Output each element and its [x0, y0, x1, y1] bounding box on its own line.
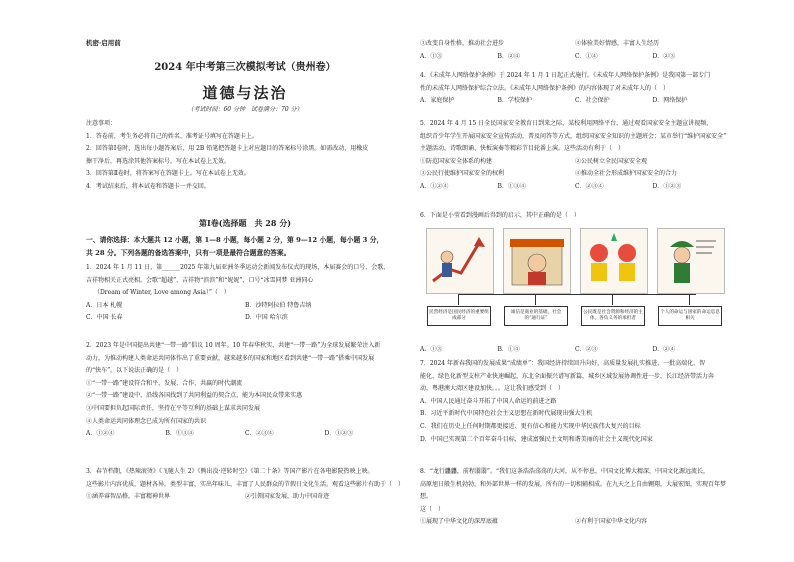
q5-option-d[interactable]: D．①②③ [652, 182, 682, 190]
q5-option-b[interactable]: B．①③④ [497, 182, 526, 190]
q3-option-a[interactable]: A．①③ [420, 52, 443, 60]
section-instructions [86, 234, 404, 259]
q8-stem: 高原旭日般生机勃勃，和外部世界一样的发展，所有的一切相辅相成。在九天之上自由翱翔，大展宏图，实现百年梦想。 [420, 480, 727, 501]
q7-option-a[interactable]: A．中国人民通过奋斗开拓了中国人命运的前进之路 [420, 397, 557, 405]
q1-stem: 1．2024 年 1 月 11 日，第______2025 年第九届亚洲冬季运动会新闻发布仪式的现场，本届赛会的口号、会歌、 [86, 264, 390, 271]
q1-stem: 吉祥物相关正式亮相。会歌“超越”、吉祥物“滨滨”和“妮妮”、口号“冰雪同梦 亚洲同心 [86, 276, 314, 284]
connector-line [458, 294, 696, 295]
question-2 [86, 340, 404, 441]
q5-stem: 组织青少年学生开展国家安全宣传活动，普及问答等方式，组织国家安全知识的主题班会；某市举行“维护国家安全” [420, 132, 727, 140]
q3-option-3[interactable]: ③改变自身性格，推动社会进步 [420, 40, 505, 47]
q6-option-d[interactable]: D．②④ [652, 346, 676, 353]
q4-stem: 4．《未成年人网络保护条例》于 2024 年 1 月 1 日起正式施行。《未成年人网络保护条例》是我国第一部专门 [420, 72, 711, 79]
q3-option-b[interactable]: B．②④ [497, 52, 520, 60]
q2-option-c[interactable]: C．②③④ [245, 430, 274, 438]
connector-line [535, 294, 536, 305]
connector-line [689, 294, 690, 305]
section-line: 共 28 分。下列各题的备选答案中，只有一项是最符合题意的答案。 [86, 248, 291, 257]
soldier-illustration [658, 229, 724, 293]
note-item: 3．回答第Ⅱ卷时，将答案写在答题卡上。写在本试卷上无效。 [86, 170, 250, 178]
caption-box-1: 民营经济是国民经济的重要组成部分 [427, 306, 491, 326]
q5-item-4: ④推动全社会形成维护国家安全的合力 [575, 170, 678, 178]
question-4 [420, 70, 730, 108]
q3-stem: 这些影片内容优质，题材各异，类型丰富，实出年味儿，丰富了人民群众的节假日文化生活。观看这些影片有助于（ ） [86, 480, 404, 488]
q3-option-1[interactable]: ①涵养睿智品格，丰富精神世界 [86, 493, 171, 501]
cartoon-panel-1 [426, 228, 494, 294]
q5-stem: 主题活动，诗歌朗诵、快板演奏等精彩节目轮番上演。这些活动有利于（ ） [420, 145, 625, 153]
question-6 [420, 210, 730, 223]
note-item: 4．考试结束后，将本试卷和答题卡一并交回。 [86, 182, 210, 190]
q6-cartoon [426, 228, 726, 346]
q1-option-d[interactable]: D．中国 哈尔滨 [245, 314, 288, 322]
q5-item-3: ③公民行使维护国家安全的权利 [420, 170, 505, 178]
question-3 [86, 466, 404, 504]
q4-option-b[interactable]: B．学校保护 [497, 97, 532, 105]
question-1 [86, 262, 404, 325]
section-line: 一、请你选择：本大题共 12 小题，第 1—8 小题，每小题 2 分，第 9—12 小题，每小题 3 分， [86, 236, 384, 244]
q5-item-1: ①防范国家安全体系的构建 [420, 157, 493, 165]
q6-option-b[interactable]: B．①④ [497, 346, 520, 353]
q2-stem: 动力，为推动构建人类命运共同体作出了重要贡献，越来越多的国家和地区看到共建“一带一路”搭乘中国发展 [86, 354, 375, 362]
q5-item-2: ②公民树立全民国家安全观 [575, 157, 648, 165]
right-column [420, 0, 730, 562]
cartoon-panel-2 [503, 228, 571, 294]
question-8 [420, 466, 730, 529]
q2-item: ②“一带一路”建设中，沿线各国找到了共同利益的契合点，能为本国民众带来实惠 [86, 392, 303, 400]
cartoon-panel-4 [657, 228, 725, 294]
notes-title: 注意事项： [86, 120, 117, 127]
exam-info: （考试时间：60 分钟 试卷满分：70 分） [187, 106, 303, 113]
shop-illustration [504, 229, 570, 293]
q7-stem: 能化、绿色化新型支柱产业快速崛起，东北全面振兴谱写新篇，城乡区域发展协调性进一步，长江经济带活力奔 [420, 372, 715, 380]
q6-stem: 6．下面是小莹看到漫画后得到的启示，其中正确的是（ ） [420, 212, 580, 219]
q3-stem: 3．春节档期，《热辣滚烫》《飞驰人生 2》《熊出没·逆转时空》《第二十条》等国产影片在各电影院热映上映。 [86, 468, 374, 475]
notes [86, 118, 404, 194]
q3-option-d[interactable]: D．②③ [652, 52, 676, 60]
q7-stem: 7．2024 年新春我国的发展成果“成绩单”：我国经济持续回升向好，高质量发展扎实推进，一批高端化、智 [420, 360, 706, 367]
q2-option-a[interactable]: A．①②④ [86, 430, 115, 438]
q6-option-c[interactable]: C．②③ [575, 346, 598, 353]
q2-item: ④人类命运共同体理念已成为所有国家的共识 [86, 417, 207, 425]
caption-box-3: 公民既是社会资源和经济的主体，各负义务的承担者 [581, 306, 645, 326]
question-5 [420, 118, 730, 194]
q2-stem: 2．2023 年是中国提出共建“一带一路”倡议 10 周年。10 年春华秋实，共建“一带一路”为全球发展繁荣注入新 [86, 342, 381, 349]
q5-option-a[interactable]: A．①②④ [420, 182, 449, 190]
connector-line [612, 294, 613, 305]
caption-box-2: 诚信是商业的基础，社会的“通行证” [504, 306, 568, 326]
q4-stem: 性的未成年人网络保护综合立法。《未成年人网络保护条例》的内容体现了对未成年人的（ ） [420, 84, 670, 92]
left-column [86, 0, 404, 562]
q3-option-2[interactable]: ②引领国家发展，助力中国奇迹 [245, 493, 330, 501]
connector-line [458, 294, 459, 305]
q1-option-c[interactable]: C．中国 长春 [86, 314, 123, 322]
q2-option-d[interactable]: D．①②③ [324, 430, 354, 438]
q6-option-a[interactable]: A．①③ [420, 346, 443, 353]
q3-option-4[interactable]: ④体验美好情感，丰富人生经历 [575, 40, 660, 47]
q7-option-c[interactable]: C．我们在历史上任何时期都更接近、更有信心和能力实现中华民族伟大复兴的目标 [420, 422, 641, 430]
q2-stem: 的“快车”。以下说法正确的是（ ） [86, 367, 183, 375]
note-item: 1．答卷前，考生务必将自己的姓名、准考证号填写在答题卡上。 [86, 132, 258, 140]
q7-option-b[interactable]: B．习近平新时代中国特色社会主义思想在新时代展现出强大生机 [420, 410, 593, 418]
q8-stem: 这（ ） [420, 505, 445, 513]
q1-stem: （Dream of Winter, Love among Asia）”（ ） [94, 289, 230, 297]
volume-title: 第Ⅰ卷(选择题 共 28 分) [198, 218, 291, 228]
q7-stem: 动，粤港澳大湾区建设加快。。。这让我们感受到（ ） [420, 385, 565, 393]
q1-option-b[interactable]: B．沙特阿拉伯 特鲁吉纳 [245, 301, 312, 309]
q2-item: ③中国要担负起国际责任，坚持在平等互利的基础上谋求共同发展 [86, 404, 261, 412]
question-7 [420, 358, 730, 446]
q4-option-d[interactable]: D．网络保护 [652, 97, 688, 105]
q6-options [420, 344, 730, 357]
q2-option-b[interactable]: B．①③④ [165, 430, 194, 438]
q8-option-1[interactable]: ①展现了中华文化的深厚底蕴 [420, 518, 499, 526]
q2-item: ①“一带一路”建设符合和平、发展、合作、共赢的时代潮流 [86, 379, 243, 387]
q8-stem: 8．“龙行龘龘，前程朤朤”。“我们这条浩浩荡荡的大河，从不停息，中国文化博大精深，中国文化源远流长， [420, 468, 710, 475]
q1-option-a[interactable]: A．日本 札幌 [86, 301, 123, 309]
caption-box-4: 个人的命运与国家的命运息息相关 [658, 306, 722, 326]
q3-option-c[interactable]: C．①④ [575, 52, 598, 60]
note-item: 2．回答第Ⅰ卷时，选出每小题答案后，用 2B 铅笔把答题卡上对应题目的答案标号涂黑。如需改动，用橡皮 [86, 145, 369, 153]
q7-option-d[interactable]: D．中国已实现第二个百年奋斗目标，建成富强民主文明和谐美丽的社会主义现代化国家 [420, 435, 653, 443]
question-3-continued [420, 38, 730, 63]
characters-illustration [581, 229, 647, 293]
exam-title: 2024 年中考第三次模拟考试（贵州卷） [154, 62, 336, 73]
subject-title: 道德与法治 [202, 84, 288, 102]
q5-stem: 5．2024 年 4 月 15 日全民国家安全教育日到来之际，某校利用网络平台，通过观看国家安全主题宣讲视频， [420, 120, 713, 127]
cartoon-panel-3 [580, 228, 648, 294]
note-item: 擦干净后，再选涂其他答案标号。写在本试卷上无效。 [86, 157, 231, 165]
q8-option-2[interactable]: ②有利于国家中华文化内容 [575, 518, 648, 526]
q4-option-a[interactable]: A．家庭保护 [420, 97, 455, 105]
secret-label: 机密·启用前 [86, 39, 121, 47]
q4-option-c[interactable]: C．社会保护 [575, 97, 610, 105]
rising-arrow-illustration [427, 229, 493, 293]
q5-option-c[interactable]: C．②③④ [575, 182, 604, 190]
